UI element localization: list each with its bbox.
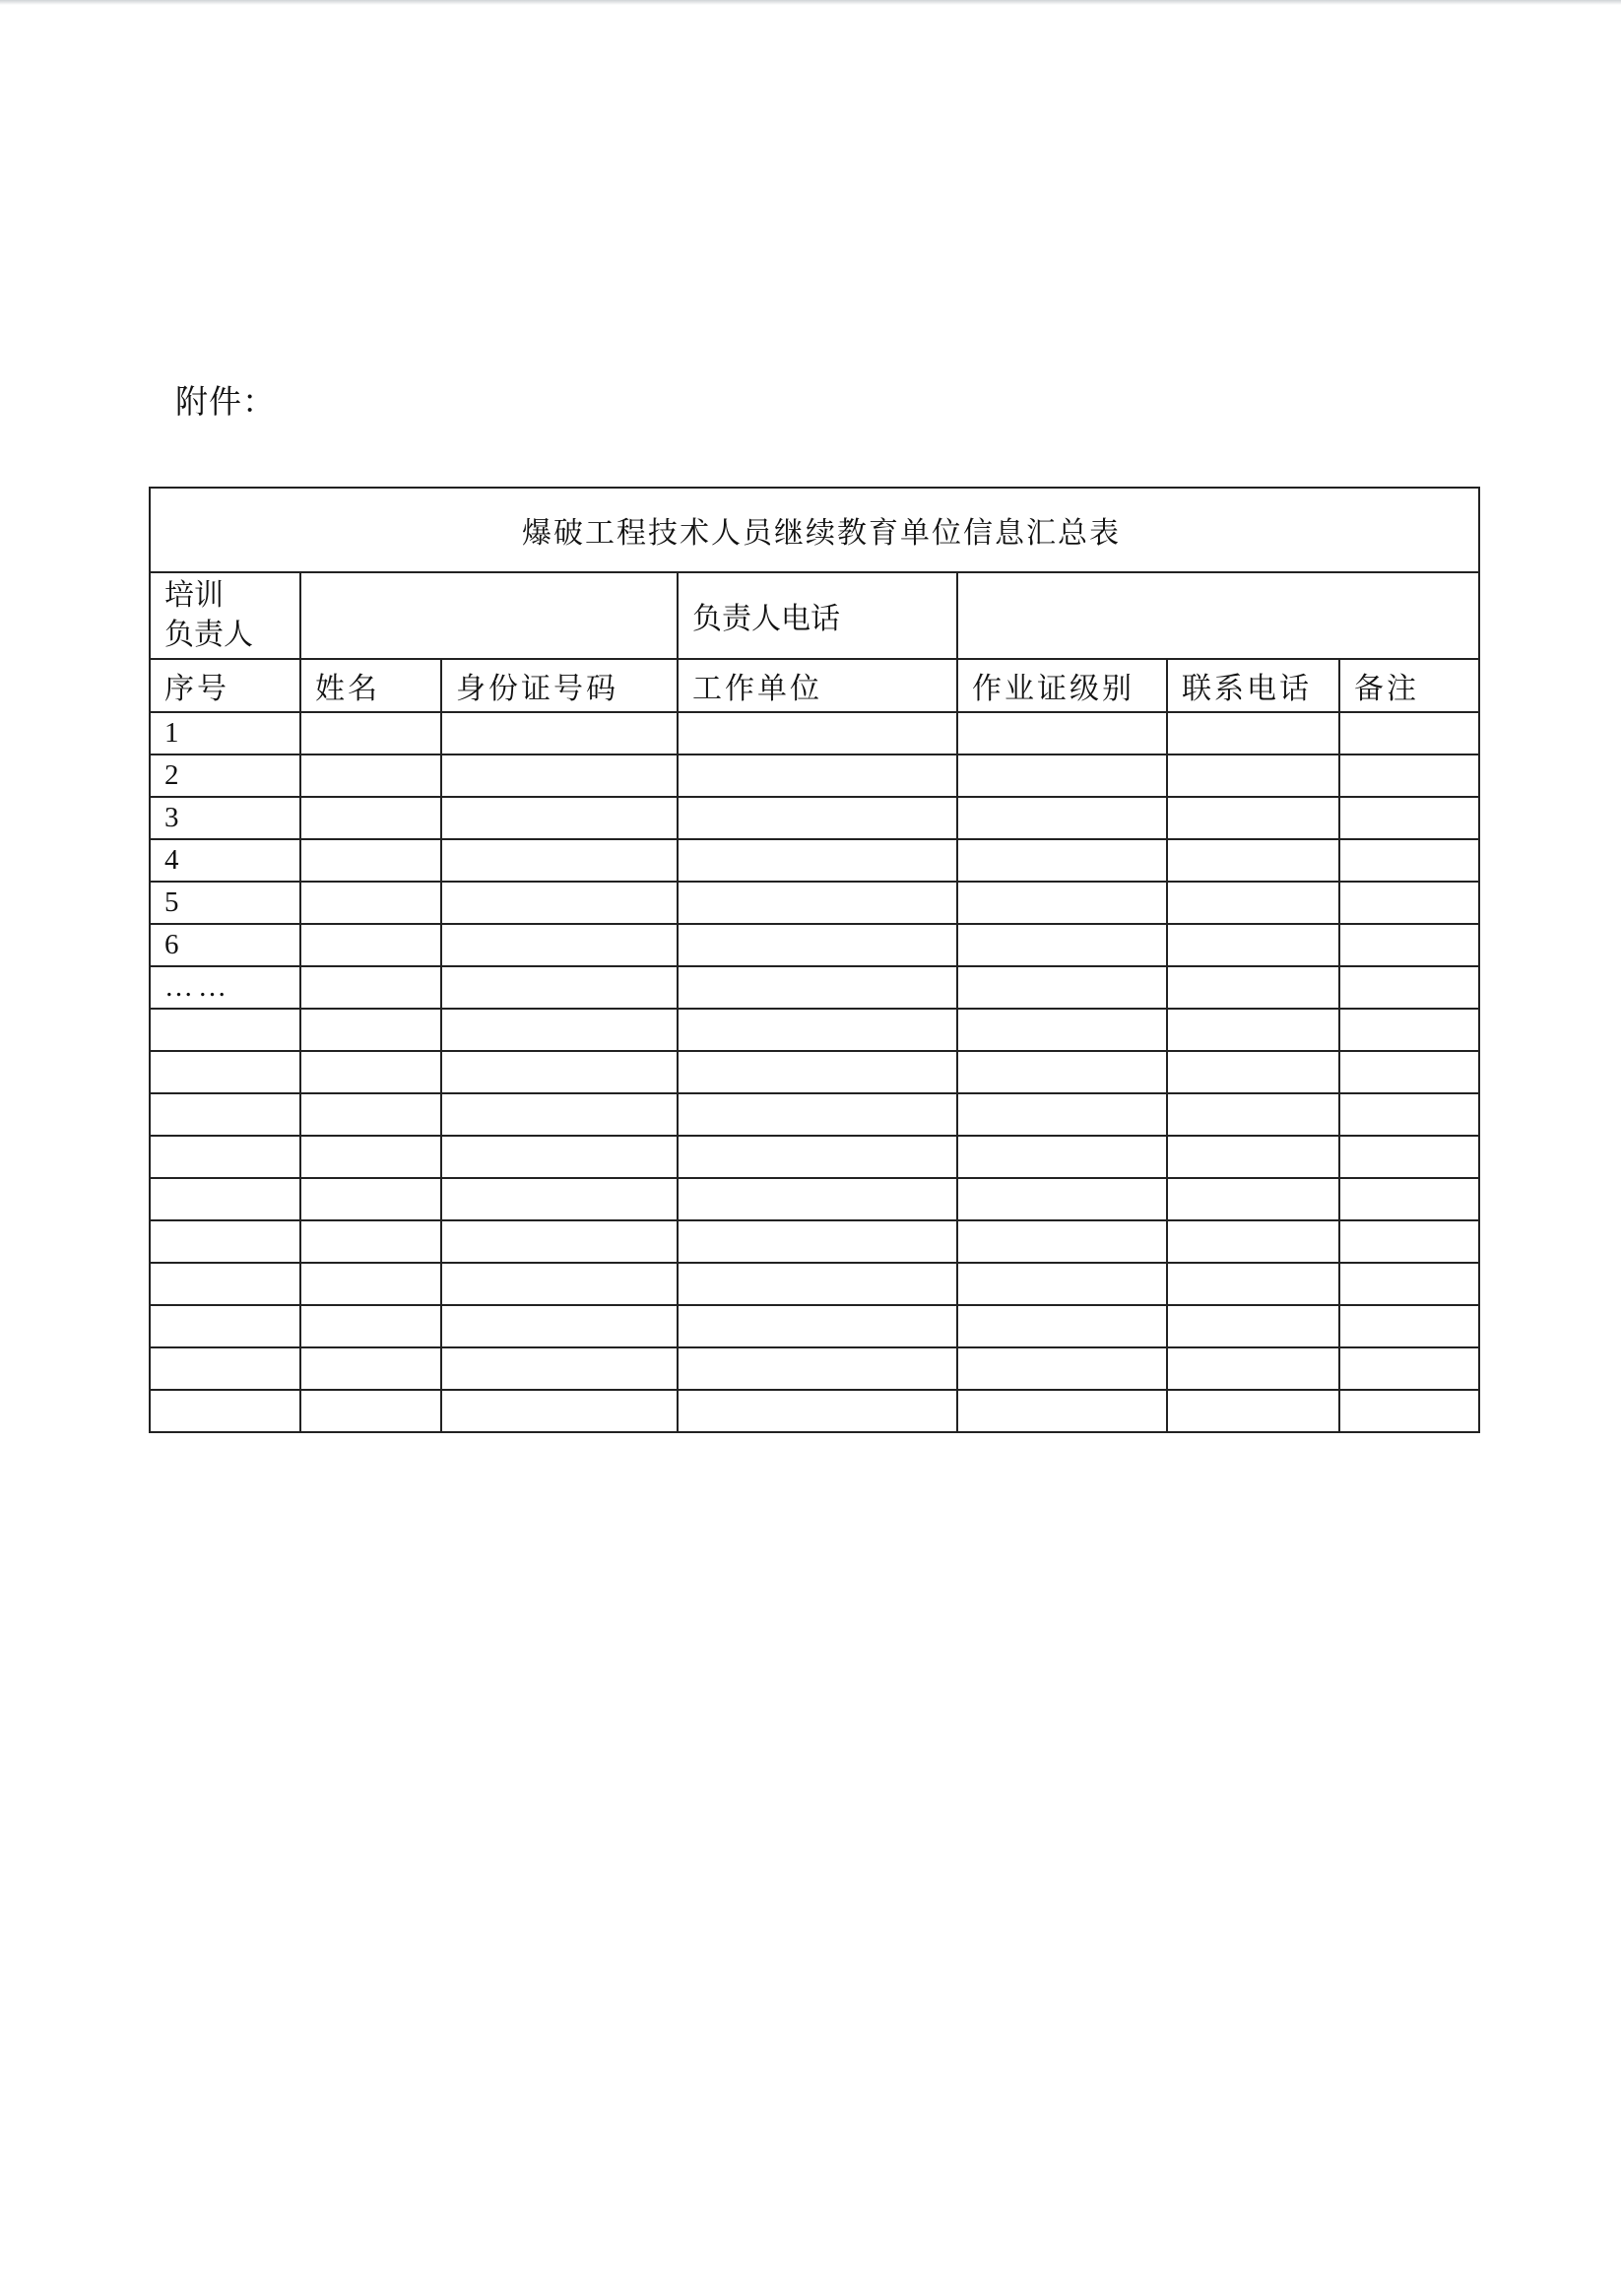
work-unit-cell[interactable] [678,1093,957,1136]
id-number-cell[interactable] [441,1009,678,1051]
trainer-label [150,572,300,659]
work-unit-cell[interactable] [678,924,957,966]
id-number-cell[interactable] [441,1305,678,1347]
table-row [150,966,1479,1009]
remarks-cell[interactable] [1339,1390,1479,1432]
work-unit-cell[interactable] [678,1347,957,1390]
seq-cell [150,1347,300,1390]
id-number-cell[interactable] [441,966,678,1009]
name-cell[interactable] [300,1051,441,1093]
remarks-cell[interactable] [1339,1305,1479,1347]
work-unit-cell[interactable] [678,1136,957,1178]
seq-cell: 2 [150,754,300,797]
id-number-cell[interactable] [441,839,678,882]
seq-cell: 4 [150,839,300,882]
work-unit-cell[interactable] [678,1390,957,1432]
name-cell[interactable] [300,1009,441,1051]
remarks-cell[interactable] [1339,1347,1479,1390]
table-row [150,924,1479,966]
table-row [150,1305,1479,1347]
id-number-cell[interactable] [441,1136,678,1178]
remarks-cell[interactable] [1339,839,1479,882]
work-unit-cell[interactable] [678,839,957,882]
table-row [150,754,1479,797]
table-title: 爆破工程技术人员继续教育单位信息汇总表 [150,488,1479,572]
table-row [150,797,1479,839]
attachment-label: 附件： [175,382,276,421]
name-cell[interactable] [300,966,441,1009]
table-row [150,1390,1479,1432]
cert-level-cell[interactable] [957,797,1167,839]
column-header-name: 姓名 [300,659,441,712]
cert-level-cell[interactable] [957,754,1167,797]
id-number-cell[interactable] [441,1390,678,1432]
cert-level-cell[interactable] [957,966,1167,1009]
seq-cell: 6 [150,924,300,966]
cert-level-cell[interactable] [957,1051,1167,1093]
id-number-cell[interactable] [441,1093,678,1136]
remarks-cell[interactable] [1339,1051,1479,1093]
id-number-cell[interactable] [441,754,678,797]
seq-cell [150,1093,300,1136]
phone-cell[interactable] [1167,966,1339,1009]
work-unit-cell[interactable] [678,1305,957,1347]
phone-cell[interactable] [1167,1305,1339,1347]
name-cell[interactable] [300,882,441,924]
seq-cell: 3 [150,797,300,839]
remarks-cell[interactable] [1339,1263,1479,1305]
name-cell[interactable] [300,1390,441,1432]
phone-cell[interactable] [1167,1178,1339,1220]
work-unit-cell[interactable] [678,712,957,754]
name-cell[interactable] [300,754,441,797]
remarks-cell[interactable] [1339,1009,1479,1051]
seq-cell [150,1178,300,1220]
table-row [150,839,1479,882]
name-cell[interactable] [300,712,441,754]
phone-cell[interactable] [1167,924,1339,966]
phone-cell[interactable] [1167,1263,1339,1305]
cert-level-cell[interactable] [957,1220,1167,1263]
phone-cell[interactable] [1167,839,1339,882]
id-number-cell[interactable] [441,797,678,839]
cert-level-cell[interactable] [957,712,1167,754]
table-row [150,1263,1479,1305]
remarks-cell[interactable] [1339,712,1479,754]
seq-cell [150,1051,300,1093]
phone-cell[interactable] [1167,1220,1339,1263]
phone-cell[interactable] [1167,712,1339,754]
seq-cell [150,1136,300,1178]
remarks-cell[interactable] [1339,1093,1479,1136]
cert-level-cell[interactable] [957,1009,1167,1051]
trainer-label-line2: 负责人 [164,618,253,652]
name-cell[interactable] [300,1093,441,1136]
cert-level-cell[interactable] [957,1093,1167,1136]
phone-cell[interactable] [1167,797,1339,839]
seq-cell [150,1220,300,1263]
table-row [150,1220,1479,1263]
cert-level-cell[interactable] [957,882,1167,924]
phone-cell[interactable] [1167,1009,1339,1051]
seq-cell [150,1263,300,1305]
name-cell[interactable] [300,1347,441,1390]
column-header-seq: 序号 [150,659,300,712]
trainer-value-cell[interactable] [300,572,678,659]
seq-cell [150,1009,300,1051]
scan-top-edge [0,0,1621,5]
cert-level-cell[interactable] [957,1347,1167,1390]
remarks-cell[interactable] [1339,1220,1479,1263]
name-cell[interactable] [300,839,441,882]
cert-level-cell[interactable] [957,1178,1167,1220]
work-unit-cell[interactable] [678,797,957,839]
cert-level-cell[interactable] [957,924,1167,966]
title-row [150,488,1479,572]
phone-cell[interactable] [1167,1347,1339,1390]
remarks-cell[interactable] [1339,882,1479,924]
remarks-cell[interactable] [1339,754,1479,797]
id-number-cell[interactable] [441,1220,678,1263]
remarks-cell[interactable] [1339,966,1479,1009]
seq-cell: …… [150,966,300,1009]
work-unit-cell[interactable] [678,1178,957,1220]
phone-cell[interactable] [1167,1051,1339,1093]
name-cell[interactable] [300,1136,441,1178]
phone-cell[interactable] [1167,1136,1339,1178]
name-cell[interactable] [300,1220,441,1263]
work-unit-cell[interactable] [678,754,957,797]
column-header-remarks: 备注 [1339,659,1479,712]
remarks-cell[interactable] [1339,797,1479,839]
work-unit-cell[interactable] [678,1263,957,1305]
table-row [150,1178,1479,1220]
seq-cell [150,1390,300,1432]
trainer-label-line1: 培训 [164,578,224,613]
work-unit-cell[interactable] [678,966,957,1009]
cert-level-cell[interactable] [957,1390,1167,1432]
seq-cell: 1 [150,712,300,754]
seq-cell: 5 [150,882,300,924]
phone-value-cell[interactable] [957,572,1479,659]
remarks-cell[interactable] [1339,1178,1479,1220]
work-unit-cell[interactable] [678,1051,957,1093]
seq-cell [150,1305,300,1347]
id-number-cell[interactable] [441,712,678,754]
cert-level-cell[interactable] [957,1136,1167,1178]
work-unit-cell[interactable] [678,1220,957,1263]
id-number-cell[interactable] [441,882,678,924]
header-info-row [150,572,1479,659]
phone-cell[interactable] [1167,882,1339,924]
table-row [150,1136,1479,1178]
id-number-cell[interactable] [441,1263,678,1305]
work-unit-cell[interactable] [678,882,957,924]
id-number-cell[interactable] [441,1178,678,1220]
id-number-cell[interactable] [441,924,678,966]
column-header-cert-level: 作业证级别 [957,659,1167,712]
column-header-work-unit: 工作单位 [678,659,957,712]
phone-cell[interactable] [1167,1093,1339,1136]
name-cell[interactable] [300,924,441,966]
table-row [150,1347,1479,1390]
name-cell[interactable] [300,1305,441,1347]
name-cell[interactable] [300,1263,441,1305]
work-unit-cell[interactable] [678,1009,957,1051]
column-header-row [150,659,1479,712]
column-header-phone: 联系电话 [1167,659,1339,712]
table-row [150,1051,1479,1093]
id-number-cell[interactable] [441,1347,678,1390]
id-number-cell[interactable] [441,1051,678,1093]
phone-cell[interactable] [1167,1390,1339,1432]
name-cell[interactable] [300,1178,441,1220]
table-row [150,1093,1479,1136]
table-body [150,712,1479,1432]
cert-level-cell[interactable] [957,1263,1167,1305]
table-row [150,1009,1479,1051]
table-row [150,882,1479,924]
name-cell[interactable] [300,797,441,839]
summary-table [149,487,1480,1433]
column-header-id-number: 身份证号码 [441,659,678,712]
remarks-cell[interactable] [1339,924,1479,966]
cert-level-cell[interactable] [957,839,1167,882]
cert-level-cell[interactable] [957,1305,1167,1347]
phone-cell[interactable] [1167,754,1339,797]
remarks-cell[interactable] [1339,1136,1479,1178]
table-row [150,712,1479,754]
phone-label: 负责人电话 [678,572,957,659]
